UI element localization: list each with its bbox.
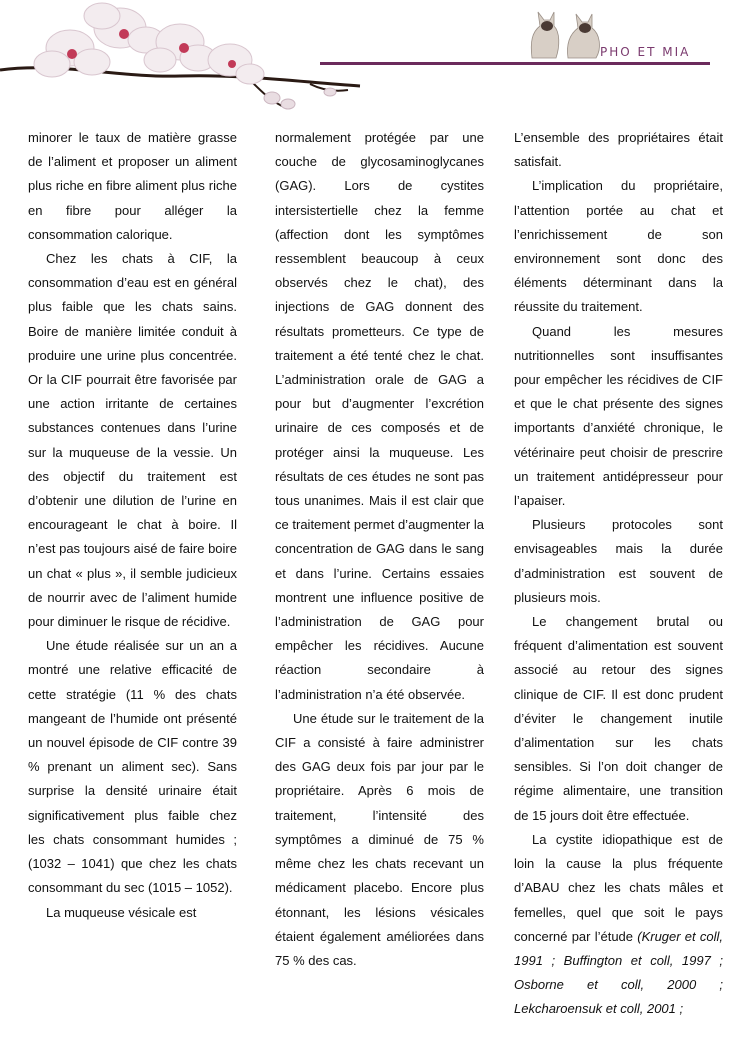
header-rule [320,62,710,65]
page-header [0,0,751,120]
paragraph: Le changement brutal ou fréquent d’alimentation est souvent associé au retour des signes clinique de CIF. Il est donc prudent d’éviter le changement inutile d’alimentation sur les chats sensibles. Si l’on doit changer de régime alimentaire, une transition de 15 jours doit être effectuée. [514,614,723,823]
paragraph: L’ensemble des propriétaires était satisfait. [514,130,723,170]
paragraph [514,828,723,1022]
text-column-3 [514,126,723,1022]
paragraph: Une étude réalisée sur un an a montré une relative efficacité de cette stratégie (11 % des chats mangeant de l’humide ont présenté un nouvel épisode de CIF contre 39 % prenant un aliment sec). Sans surprise la densité urinaire était significativement plus faible chez les chats consommant humides ; (1032 – 1041) que chez les chats consommant du sec (1015 – 1052). [28,638,237,896]
paragraph-text: La cystite idiopathique est de loin la cause la plus fréquente d’ABAU chez les chats mâles et femelles, quel que soit le pays concerné par l’étude [514,831,723,944]
paragraph: Quand les mesures nutritionnelles sont insuffisantes pour empêcher les récidives de CIF et que le chat présente des signes importants d’anxiété chronique, le vétérinaire peut choisir de prescrire un traitement antidépresseur pour l’apaiser. [514,323,723,509]
orchid-branch-illustration [0,0,370,118]
brand-name: PHO ET MIA [600,45,691,59]
paragraph: Plusieurs protocoles sont envisageables mais la durée d’administration est souvent de plusieurs mois. [514,517,723,605]
paragraph: La muqueuse vésicale est [46,904,197,920]
text-column-2 [275,126,484,973]
paragraph: Une étude sur le traitement de la CIF a consisté à faire administrer des GAG deux fois par jour par le propriétaire. Après 6 mois de traitement, l’intensité des symptômes a diminué de 75 % même chez les chats recevant un médicament placebo. Encore plus étonnant, les lésions vésicales étaient également améliorées dans 75 % des cas. [275,710,484,968]
paragraph: normalement protégée par une couche de glycosaminoglycanes (GAG). Lors de cystites intersistertielle chez la femme (affection dont les symptômes ressemblent beaucoup à ceux observés chez le chat), des injections de GAG donnent des résultats prometteurs. Ce type de traitement a été tenté chez le chat. L’administration orale de GAG a pour but d’augmenter l’excrétion urinaire de ces composés et de protéger ainsi la muqueuse. Les résultats de ces études ne sont pas tous unanimes. Mais il est clair que ce traitement permet d’augmenter la concentration de GAG dans le sang et dans l’urine. Certains essaies montrent une influence positive de l’administration de GAG pour empêcher les récidives. Aucune réaction secondaire à l’administration n’a été observée. [275,130,484,702]
paragraph: minorer le taux de matière grasse de l’aliment et proposer un aliment plus riche en fibre aliment plus riche en fibre pour alléger la consommation calorique. [28,130,237,242]
paragraph: Chez les chats à CIF, la consommation d’eau est en général plus faible que les chats sains. Boire de manière limitée conduit à produire une urine plus concentrée. Or la CIF pourrait être favorisée par une action irritante de certaines substances contenues dans l’urine sur la muqueuse de la vessie. Un des objectif du traitement est d’obtenir une dilution de l’urine en encourageant le chat à boire. Il n’est pas toujours aisé de faire boire un chat « plus », il semble judicieux de nourrir avec de l’aliment humide pour diminuer le risque de récidive. [28,251,237,630]
paragraph: L’implication du propriétaire, l’attention portée au chat et l’enrichissement de son environnement sont donc des éléments déterminant dans la réussite du traitement. [514,178,723,315]
text-column-1 [28,126,237,925]
citation: (Kruger et coll, 1991 ; Buffington et coll, 1997 ; Osborne et coll, 2000 ; Lekcharoensuk et coll, 2001 ; [514,928,723,1017]
